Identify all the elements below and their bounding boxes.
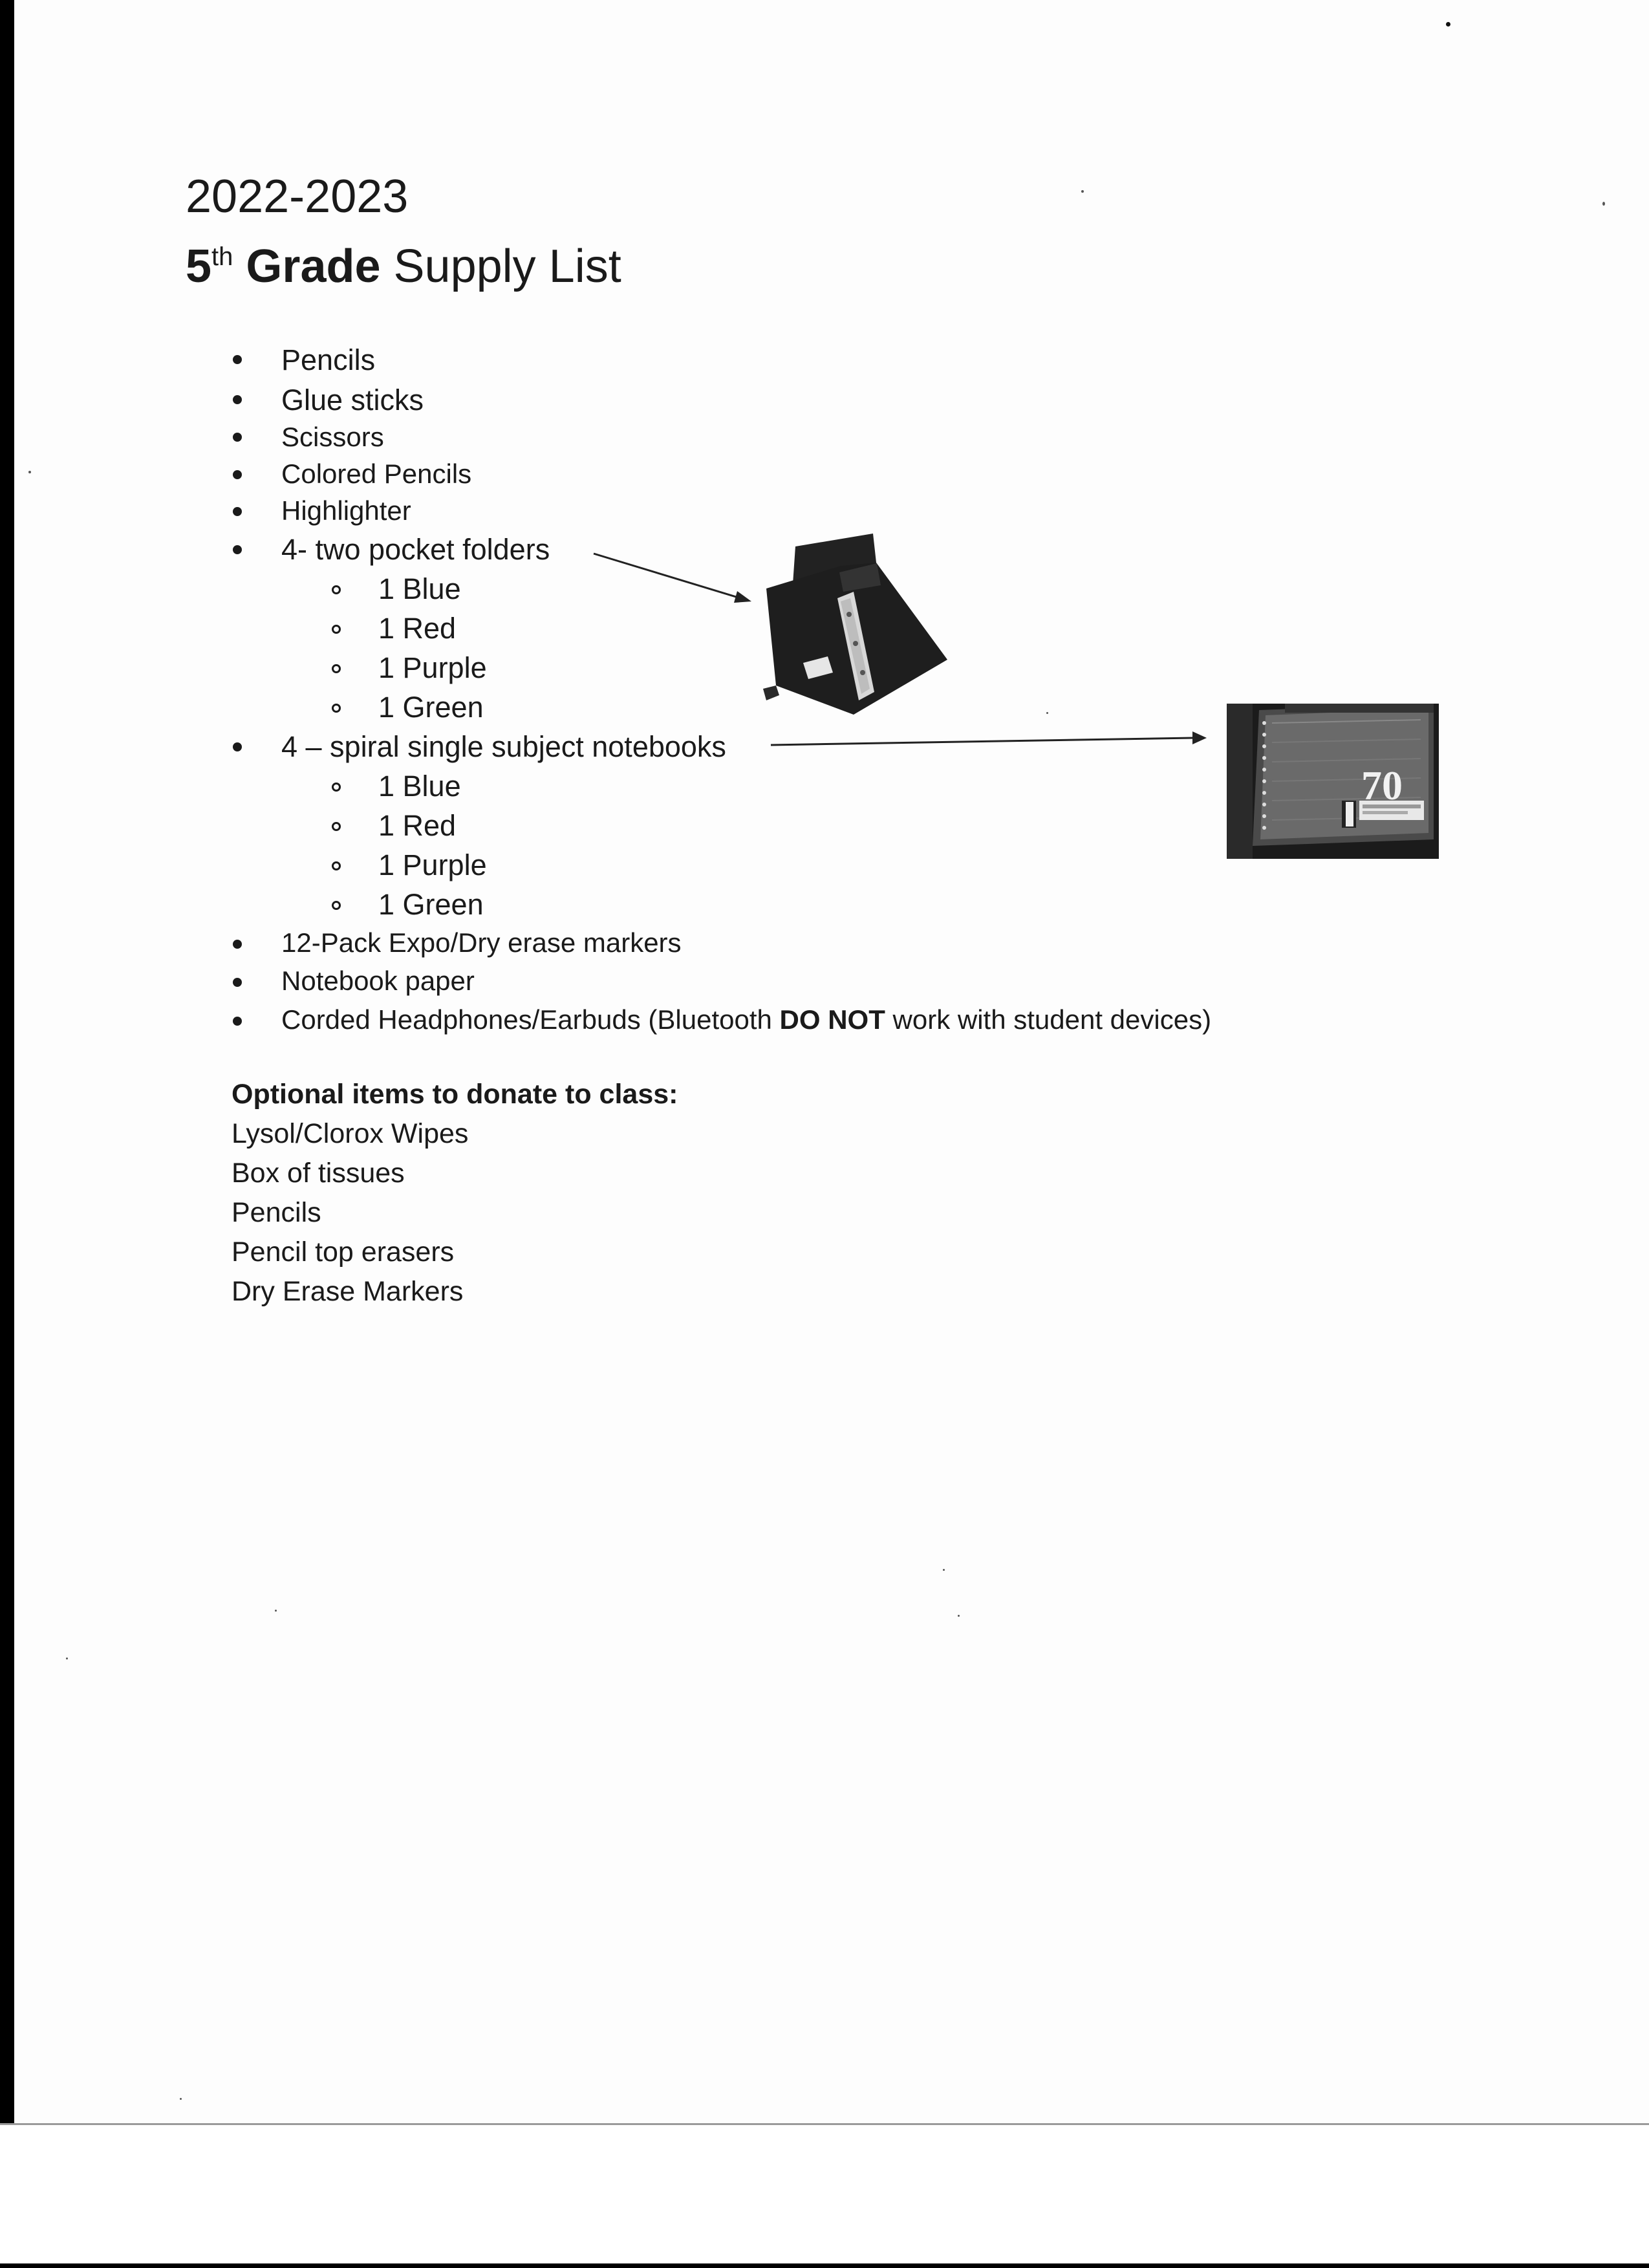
optional-item: Pencils <box>232 1197 321 1228</box>
scan-speck <box>275 1610 277 1612</box>
optional-item: Dry Erase Markers <box>232 1276 464 1307</box>
bullet-icon <box>233 940 242 949</box>
page-title <box>186 243 621 290</box>
folder-color-item: 1 Red <box>378 612 457 645</box>
optional-item: Lysol/Clorox Wipes <box>232 1118 469 1149</box>
notebook-color-item: 1 Purple <box>378 848 487 881</box>
scan-speck <box>1446 22 1450 27</box>
folder-color-item: 1 Blue <box>378 572 461 605</box>
bullet-icon <box>233 470 242 479</box>
grade-suffix: th <box>211 243 233 271</box>
list-item: Colored Pencils <box>281 459 472 489</box>
sub-bullet-icon <box>332 704 341 713</box>
notebook-color-item: 1 Green <box>378 888 484 921</box>
list-item: Glue sticks <box>281 383 424 416</box>
optional-item: Box of tissues <box>232 1158 405 1189</box>
bullet-icon <box>233 978 242 987</box>
optional-item: Pencil top erasers <box>232 1237 455 1268</box>
list-item: Pencils <box>281 343 376 376</box>
list-item: Scissors <box>281 422 384 452</box>
bullet-icon <box>233 395 242 404</box>
sub-bullet-icon <box>332 901 341 910</box>
notebook-color-item: 1 Red <box>378 809 457 842</box>
paper-sheet <box>14 0 1649 2124</box>
sub-bullet-icon <box>332 783 341 792</box>
headphones-emphasis: DO NOT <box>779 1004 885 1035</box>
notebook-cover-number: 70 <box>1361 762 1403 808</box>
bullet-icon <box>233 507 242 516</box>
list-item: Highlighter <box>281 495 411 526</box>
scan-speck <box>1046 712 1048 714</box>
paper-bottom-edge <box>0 2123 1649 2125</box>
school-year-heading: 2022-2023 <box>186 171 409 222</box>
headphones-text: Corded Headphones/Earbuds (Bluetooth <box>281 1004 780 1035</box>
sub-bullet-icon <box>332 822 341 831</box>
scan-bottom-border <box>0 2263 1649 2268</box>
bullet-icon <box>233 433 242 442</box>
bullet-icon <box>233 1017 242 1026</box>
list-item: 12-Pack Expo/Dry erase markers <box>281 927 682 958</box>
list-item: 4- two pocket folders <box>281 533 550 566</box>
scan-speck <box>180 2098 182 2100</box>
scan-bottom-margin <box>0 2124 1649 2268</box>
bullet-icon <box>233 355 242 364</box>
scan-speck <box>66 1658 68 1659</box>
list-item-headphones <box>281 1006 1211 1033</box>
sub-bullet-icon <box>332 625 341 634</box>
folder-color-item: 1 Green <box>378 691 484 724</box>
sub-bullet-icon <box>332 664 341 673</box>
scan-speck <box>1602 202 1605 206</box>
grade-number: 5 <box>186 241 212 292</box>
scan-left-border <box>0 0 14 2124</box>
scan-speck <box>943 1569 945 1571</box>
sub-bullet-icon <box>332 585 341 594</box>
folder-photo <box>763 527 957 715</box>
notebook-color-item: 1 Blue <box>378 770 461 803</box>
sub-bullet-icon <box>332 861 341 870</box>
scan-speck <box>1081 190 1084 193</box>
bullet-icon <box>233 742 242 751</box>
optional-heading: Optional items to donate to class: <box>232 1079 678 1110</box>
headphones-text-end: work with student devices) <box>885 1004 1212 1035</box>
list-item: Notebook paper <box>281 966 475 996</box>
bullet-icon <box>233 545 242 554</box>
list-item: 4 – spiral single subject notebooks <box>281 730 726 763</box>
scan-speck <box>958 1615 960 1617</box>
folder-color-item: 1 Purple <box>378 651 487 684</box>
list-word: Supply List <box>393 241 621 292</box>
scan-speck <box>28 471 31 473</box>
notebook-photo <box>1227 704 1439 859</box>
grade-word: Grade <box>246 241 381 292</box>
